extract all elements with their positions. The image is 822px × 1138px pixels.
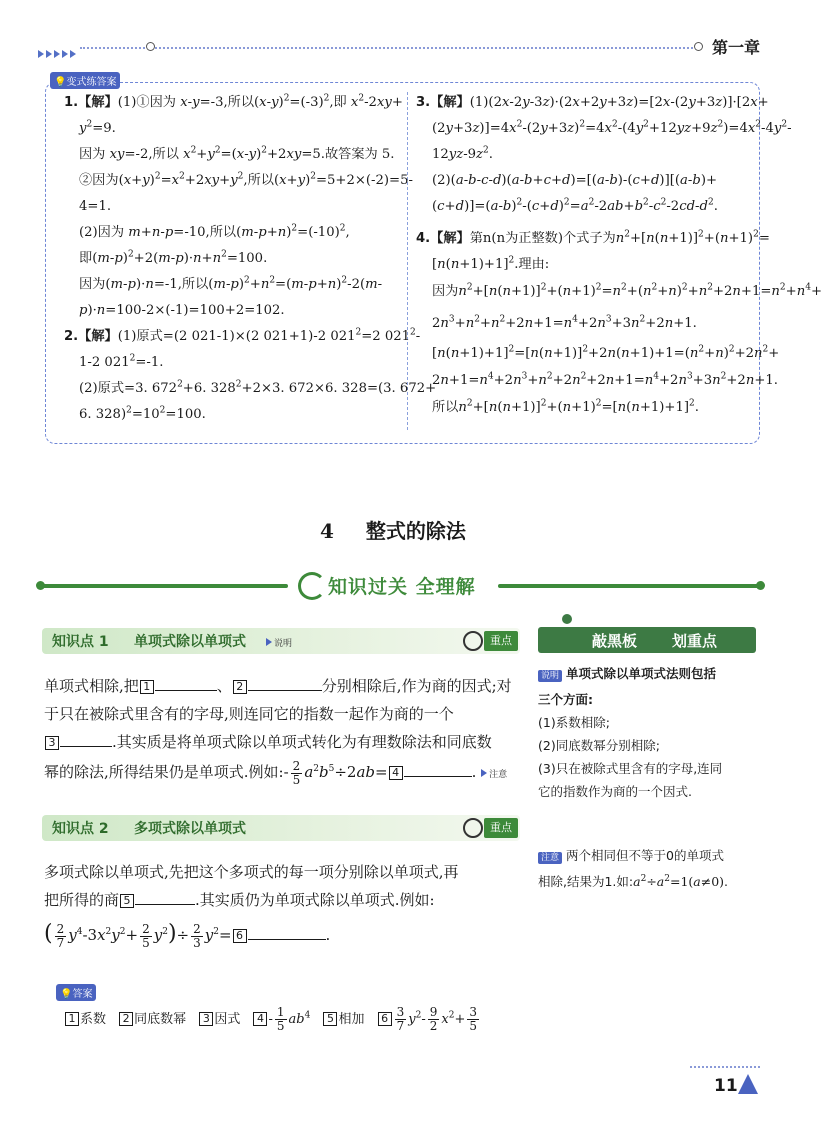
a1-line5: 4=1. <box>79 199 112 214</box>
a4-line3: 因为$n^2+[n(n+1)]^2+(n+1)^2=n^2+(n^2+n)^2+n^2+2n+1=n^2+n^4+$ <box>432 282 822 299</box>
target-icon <box>463 631 483 651</box>
a2-line3: (2)原式=3. $672^2+6$. $328^2+2\times 3$. 672×6. 328=(3. 672+ <box>79 379 437 396</box>
header-dashed-line <box>80 47 700 49</box>
banner-line-right <box>498 584 760 588</box>
banner-title: 知识过关 全理解 <box>328 576 476 598</box>
blackboard-header <box>538 627 756 653</box>
kp2-line2: 把所得的商 5 .其实质仍为单项式除以单项式.例如: <box>44 891 435 909</box>
a4-line4: $2n^3+n^2+n^2+2n+1=n^4+2n^3+3n^2+2n+1$. <box>432 314 697 331</box>
banner-swirl-icon <box>298 572 326 600</box>
a4-line5: $[n(n+1)+1]^2=[n(n+1)]^2+2n(n+1)+1=(n^2+n)^2+2n^2+$ <box>432 344 780 361</box>
footer-dashed-line <box>690 1066 760 1068</box>
a1-line3: 因为 xy=-2,所以 $x^2+y^2=(x-y)^2+2xy=5$.故答案为 5. <box>79 145 395 162</box>
a3-line3: $12yz-9z^2$. <box>432 145 493 162</box>
section-heading <box>320 515 466 544</box>
header-small-circle <box>146 42 155 51</box>
kp1-line4: 幂的除法,所得结果仍是单项式.例如:- $\frac{2}{5}$ $a^2b^5\div 2ab= 4$ . 注意 <box>44 758 508 787</box>
a3-line1: 3.【解】(1)(2x-2y-3z)·(2x+2y+3z)=[2x-(2y+3z)]·[2x+ <box>416 95 769 110</box>
a2-line4: 6. $328)^2=10^2=100$. <box>79 405 206 422</box>
blackboard-note: 注意 两个相同但不等于0的单项式 相除,结果为1.如$:a^2\div a^2=1(a\ne 0)$. <box>538 848 729 889</box>
banner-left-dot <box>36 581 45 590</box>
a4-line1: 4.【解】第n(n为正整数)个式子为$n^2+[n(n+1)]^2+(n+1)^2=$ <box>416 229 770 246</box>
a1-line8: 因为(m-p)·n=-1,所以$(m-p)^2+n^2=(m-p+n)^2-2(m-$ <box>79 275 383 292</box>
a1-line7: 即$(m-p)^2+2(m-p)\cdot n+n^2=100$. <box>79 249 268 266</box>
lightbulb-icon: 💡 <box>54 77 67 88</box>
a3-line4: (2)(a-b-c-d)(a-b+c+d)=[(a-b)-(c+d)][(a-b)+ <box>432 173 718 188</box>
section-number: 4 <box>320 519 334 543</box>
a1-line2: $y^2=9$. <box>79 119 116 136</box>
a2-line2: 1-2 $021^2=-1$. <box>79 353 164 370</box>
kp2-label: 知识点 2 <box>52 821 109 837</box>
kp2-title: 多项式除以单项式 <box>134 821 246 837</box>
kp1-title: 单项式除以单项式 <box>134 634 246 650</box>
kp1-line2: 于只在被除式里含有的字母,则连同它的指数一起作为商的一个 <box>44 705 454 723</box>
blackboard-explain: 说明 单项式除以单项式法则包括 三个方面: (1)系数相除; (2)同底数幂分别相除; (3)只在被除式里含有的字母,连同 它的指数作为商的一个因式. <box>538 666 723 799</box>
page-number: 11 <box>714 1076 738 1096</box>
a3-line2: $(2y+3z)]=4x^2-(2y+3z)^2=4x^2-(4y^2+12yz+9z^2)=4x^2-4y^2-$ <box>432 119 792 136</box>
kp2-line3: ( $\frac{2}{7}$ $y^4-3x^2y^2+$ $\frac{2}{5}$ $y^2)\div$ $\frac{2}{3}$ $y^2= 6$ . <box>44 921 331 950</box>
kp1-body <box>44 672 522 789</box>
kp1-line3: 3 .其实质是将单项式除以单项式转化为有理数除法和同底数 <box>44 728 522 756</box>
header-small-circle-2 <box>694 42 703 51</box>
answer-key-row: 1 系数 2 同底数幂 3 因式 4 - $\frac{1}{5}$ $ab^4$ 5 相加 6 $\frac{3}{7}$ $y^2-$ $\frac{9}{2}$ $x^2+$ $\frac{3}{5}$ <box>64 1006 481 1034</box>
kp1-label: 知识点 1 <box>52 634 109 650</box>
kp2-badge: 重点 <box>484 818 518 838</box>
a1-line4: ②因为$(x+y)^2=x^2+2xy+y^2$,所以$(x+y)^2=5+2\times(-2)=5-$ <box>79 171 413 188</box>
a1-line1: 1.【解】(1)①因为 x-y=-3,所以$(x-y)^2=(-3)^2$,即 $x^2-2xy+$ <box>64 93 403 110</box>
kp2-line1: 多项式除以单项式,先把这个多项式的每一项分别除以单项式,再 <box>44 863 459 881</box>
a3-line5: $(c+d)]=(a-b)^2-(c+d)^2=a^2-2ab+b^2-c^2-2cd-d^2$. <box>432 197 718 214</box>
a4-line6: $2n+1=n^4+2n^3+n^2+2n^2+2n+1=n^4+2n^3+3n^2+2n+1$. <box>432 371 778 388</box>
answers-label: 💡变式练答案 <box>50 72 120 89</box>
kp1-tag: 说明 <box>266 636 292 649</box>
lightbulb-icon: 💡 <box>60 989 73 1000</box>
a1-line6: (2)因为 m+n-p=-10,所以$(m-p+n)^2=(-10)^2$, <box>79 223 350 240</box>
explain-tag: 说明 <box>538 670 562 682</box>
answer-key-label: 💡答案 <box>56 984 96 1001</box>
kp1-badge: 重点 <box>484 631 518 651</box>
compass-icon <box>738 1074 758 1094</box>
kp2-title-bar <box>42 815 520 841</box>
a4-line7: 所以$n^2+[n(n+1)]^2+(n+1)^2=[n(n+1)+1]^2$. <box>432 398 699 415</box>
section-title: 整式的除法 <box>365 519 466 543</box>
banner-right-dot <box>756 581 765 590</box>
chapter-title: 第一章 <box>712 38 761 57</box>
kp2-body <box>44 858 522 950</box>
blackboard-title: 敲黑板 <box>592 632 638 650</box>
a4-line2: $[n(n+1)+1]^2$.理由: <box>432 255 550 272</box>
person-icon <box>562 614 572 624</box>
kp1-line1: 单项式相除,把 1 、 2 分别相除后,作为商的因式;对 <box>44 677 512 695</box>
a1-line9: p)·n=100-2×(-1)=100+2=102. <box>79 303 285 318</box>
blackboard-subtitle: 划重点 <box>672 632 718 650</box>
a2-line1: 2.【解】(1)原式=(2 021-1)×(2 021+1)-2 $021^2=2$ $021^2-$ <box>64 327 421 344</box>
banner-line-left <box>38 584 288 588</box>
note-tag: 注意 <box>538 852 562 864</box>
header-arrows <box>38 44 78 62</box>
target-icon-2 <box>463 818 483 838</box>
